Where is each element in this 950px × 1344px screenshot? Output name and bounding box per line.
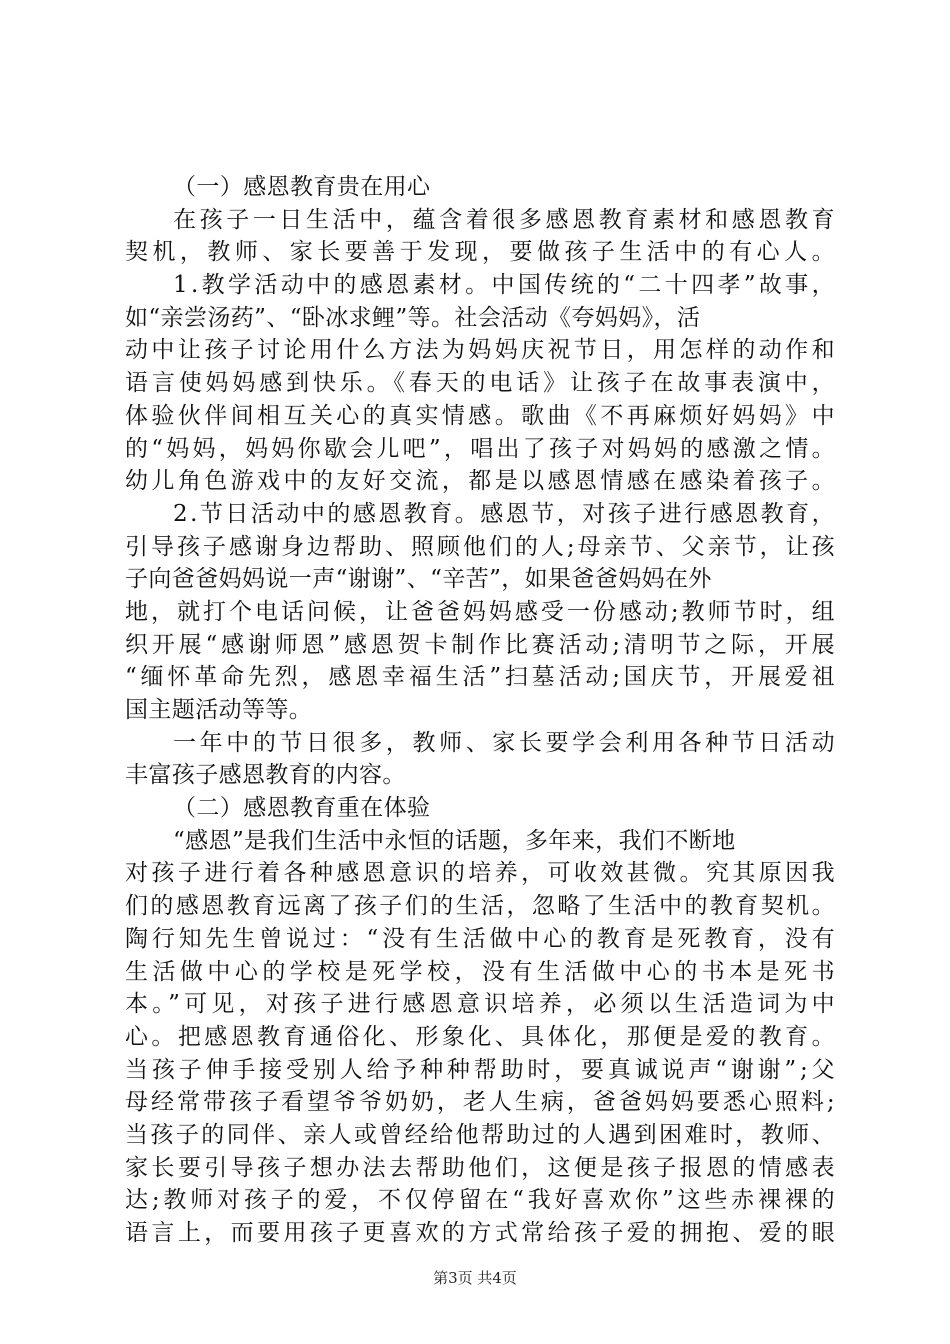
document-body: [125, 171, 840, 1250]
text-line: （二）感恩教育重在体验: [173, 795, 431, 822]
text-line: 本。”可见，对孩子进行感恩意识培养，必须以生活造词为中: [125, 991, 839, 1018]
text-line: 动中让孩子讨论用什么方法为妈妈庆祝节日，用怎样的动作和: [125, 337, 838, 364]
text-line: 地，就打个电话问候，让爸爸妈妈感受一份感动;教师节时，组: [125, 598, 838, 625]
text-line: 陶行知先生曾说过：“没有生活做中心的教育是死教育，没有: [125, 925, 839, 952]
text-line: “感恩”是我们生活中永恒的话题，多年来，我们不断地: [173, 827, 736, 854]
text-line: 国主题活动等等。: [125, 697, 313, 723]
text-line: 幼儿角色游戏中的友好交流，都是以感恩情感在感染着孩子。: [125, 468, 838, 495]
text-line: （一）感恩教育贵在用心: [173, 174, 431, 200]
text-line: 的“妈妈，妈妈你歇会儿吧”，唱出了孩子对妈妈的感激之情。: [125, 435, 838, 462]
text-line: 家长要引导孩子想办法去帮助他们，这便是孩子报恩的情感表: [125, 1154, 838, 1181]
page-footer: [0, 1267, 950, 1288]
text-line: 当孩子的同伴、亲人或曾经给他帮助过的人遇到困难时，教师、: [125, 1121, 838, 1148]
text-line: 体验伙伴间相互关心的真实情感。歌曲《不再麻烦好妈妈》中: [125, 402, 838, 429]
text-line: 们的感恩教育远离了孩子们的生活，忽略了生活中的教育契机。: [125, 893, 838, 920]
text-line: 一年中的节日很多，教师、家长要学会利用各种节日活动: [173, 729, 839, 756]
text-line: 丰富孩子感恩教育的内容。: [125, 762, 406, 789]
text-line: 当孩子伸手接受别人给予种种帮助时，要真诚说声“谢谢”;父: [125, 1056, 839, 1083]
text-line: 引导孩子感谢身边帮助、照顾他们的人;母亲节、父亲节，让孩: [125, 533, 838, 560]
text-line: 如“亲尝汤药”、“卧冰求鲤”等。社会活动《夸妈妈》，活: [125, 304, 701, 331]
text-line: 在孩子一日生活中，蕴含着很多感恩教育素材和感恩教育: [173, 206, 839, 233]
text-line: 1.教学活动中的感恩素材。中国传统的“二十四孝”故事，: [173, 272, 838, 299]
text-line: 织开展“感谢师恩”感恩贺卡制作比赛活动;清明节之际，开展: [125, 631, 839, 658]
text-line: 心。把感恩教育通俗化、形象化、具体化，那便是爱的教育。: [125, 1023, 838, 1050]
text-line: 子向爸爸妈妈说一声“谢谢”、“辛苦”，如果爸爸妈妈在外: [125, 566, 712, 593]
text-line: 契机，教师、家长要善于发现，要做孩子生活中的有心人。: [125, 239, 840, 266]
text-line: 达;教师对孩子的爱，不仅停留在“我好喜欢你”这些赤裸裸的: [125, 1187, 839, 1214]
text-line: 生活做中心的学校是死学校，没有生活做中心的书本是死书: [125, 958, 840, 985]
page-number-label: 第3页 共4页: [433, 1269, 517, 1287]
text-line: 语言上，而要用孩子更喜欢的方式常给孩子爱的拥抱、爱的眼: [125, 1220, 838, 1246]
text-line: “缅怀革命先烈，感恩幸福生活”扫墓活动;国庆节，开展爱祖: [125, 664, 839, 691]
text-line: 语言使妈妈感到快乐。《春天的电话》让孩子在故事表演中，: [125, 370, 839, 397]
text-line: 对孩子进行着各种感恩意识的培养，可收效甚微。究其原因我: [125, 860, 838, 887]
text-line: 母经常带孩子看望爷爷奶奶，老人生病，爸爸妈妈要悉心照料;: [125, 1089, 838, 1116]
text-line: 2.节日活动中的感恩教育。感恩节，对孩子进行感恩教育，: [173, 500, 838, 527]
